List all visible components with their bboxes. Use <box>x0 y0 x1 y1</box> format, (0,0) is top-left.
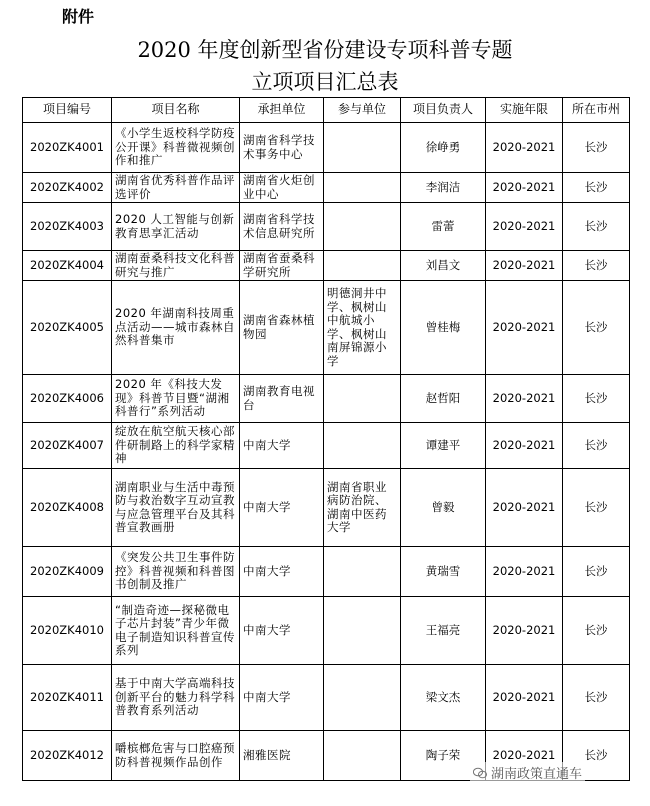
period-cell: 2020-2021 <box>486 731 563 781</box>
period-cell: 2020-2021 <box>486 203 563 251</box>
column-header: 项目负责人 <box>401 98 486 123</box>
partner-unit-cell <box>324 547 401 597</box>
project-name-cell: 湖南蚕桑科技文化科普研究与推广 <box>112 251 240 281</box>
table-row <box>23 281 630 375</box>
project-summary-table <box>22 97 630 781</box>
project-leader-cell: 黄瑞雪 <box>401 547 486 597</box>
project-name-cell: 基于中南大学高端科技创新平台的魅力科学科普教育系列活动 <box>112 665 240 731</box>
project-leader-cell: 曾毅 <box>401 469 486 547</box>
city-cell: 长沙 <box>563 423 630 469</box>
period-cell: 2020-2021 <box>486 423 563 469</box>
lead-unit-cell: 中南大学 <box>240 665 324 731</box>
table-row <box>23 203 630 251</box>
period-cell: 2020-2021 <box>486 281 563 375</box>
project-id-cell: 2020ZK4003 <box>23 203 112 251</box>
column-header: 实施年限 <box>486 98 563 123</box>
project-leader-cell: 刘昌文 <box>401 251 486 281</box>
table-row <box>23 547 630 597</box>
column-header: 项目名称 <box>112 98 240 123</box>
project-name-cell: 绽放在航空航天核心部件研制路上的科学家精神 <box>112 423 240 469</box>
column-header: 所在市州 <box>563 98 630 123</box>
table-row <box>23 423 630 469</box>
period-cell: 2020-2021 <box>486 173 563 203</box>
lead-unit-cell: 湖南省蚕桑科学研究所 <box>240 251 324 281</box>
project-leader-cell: 李润洁 <box>401 173 486 203</box>
city-cell: 长沙 <box>563 281 630 375</box>
partner-unit-cell: 湖南省职业病防治院、湖南中医药大学 <box>324 469 401 547</box>
city-cell: 长沙 <box>563 203 630 251</box>
partner-unit-cell: 明德洞井中学、枫树山中航城小学、枫树山南屏锦源小学 <box>324 281 401 375</box>
lead-unit-cell: 中南大学 <box>240 547 324 597</box>
period-cell: 2020-2021 <box>486 469 563 547</box>
project-leader-cell: 赵哲阳 <box>401 375 486 423</box>
city-cell: 长沙 <box>563 597 630 665</box>
project-id-cell: 2020ZK4011 <box>23 665 112 731</box>
lead-unit-cell: 湖南省科学技术信息研究所 <box>240 203 324 251</box>
page-title-line1: 2020 年度创新型省份建设专项科普专题 <box>137 38 513 62</box>
table-row <box>23 123 630 173</box>
city-cell: 长沙 <box>563 173 630 203</box>
lead-unit-cell: 中南大学 <box>240 469 324 547</box>
project-name-cell: 湖南省优秀科普作品评选评价 <box>112 173 240 203</box>
lead-unit-cell: 湖南省森林植物园 <box>240 281 324 375</box>
project-leader-cell: 梁文杰 <box>401 665 486 731</box>
table-row <box>23 173 630 203</box>
period-cell: 2020-2021 <box>486 375 563 423</box>
project-id-cell: 2020ZK4001 <box>23 123 112 173</box>
project-name-cell: 湖南职业与生活中毒预防与救治数字互动宣教与应急管理平台及其科普宣教画册 <box>112 469 240 547</box>
wechat-icon <box>473 767 487 779</box>
period-cell: 2020-2021 <box>486 251 563 281</box>
project-leader-cell: 曾桂梅 <box>401 281 486 375</box>
city-cell: 长沙 <box>563 375 630 423</box>
city-cell: 长沙 <box>563 731 630 781</box>
page-title-line2: 立项项目汇总表 <box>251 70 399 94</box>
project-name-cell: 2020 人工智能与创新教育思享汇活动 <box>112 203 240 251</box>
table-row <box>23 375 630 423</box>
city-cell: 长沙 <box>563 123 630 173</box>
partner-unit-cell <box>324 597 401 665</box>
period-cell: 2020-2021 <box>486 597 563 665</box>
city-cell: 长沙 <box>563 665 630 731</box>
table-row <box>23 469 630 547</box>
project-id-cell: 2020ZK4008 <box>23 469 112 547</box>
period-cell: 2020-2021 <box>486 665 563 731</box>
table-header-row <box>23 98 630 123</box>
city-cell: 长沙 <box>563 251 630 281</box>
project-id-cell: 2020ZK4006 <box>23 375 112 423</box>
partner-unit-cell <box>324 203 401 251</box>
partner-unit-cell <box>324 251 401 281</box>
project-name-cell: “制造奇迹—探秘微电子芯片封装”青少年微电子制造知识科普宣传系列 <box>112 597 240 665</box>
project-id-cell: 2020ZK4010 <box>23 597 112 665</box>
project-id-cell: 2020ZK4009 <box>23 547 112 597</box>
project-leader-cell: 雷蕾 <box>401 203 486 251</box>
table-row <box>23 597 630 665</box>
column-header: 参与单位 <box>324 98 401 123</box>
project-id-cell: 2020ZK4012 <box>23 731 112 781</box>
column-header: 项目编号 <box>23 98 112 123</box>
column-header: 承担单位 <box>240 98 324 123</box>
partner-unit-cell <box>324 375 401 423</box>
project-name-cell: 《小学生返校科学防疫公开课》科普微视频创作和推广 <box>112 123 240 173</box>
partner-unit-cell <box>324 423 401 469</box>
project-leader-cell: 徐峥勇 <box>401 123 486 173</box>
partner-unit-cell <box>324 173 401 203</box>
partner-unit-cell <box>324 665 401 731</box>
watermark <box>470 762 585 783</box>
project-name-cell: 嚼槟榔危害与口腔癌预防科普视频作品创作 <box>112 731 240 781</box>
project-id-cell: 2020ZK4002 <box>23 173 112 203</box>
attachment-label: 附件 <box>62 7 95 26</box>
project-leader-cell: 陶子荣 <box>401 731 486 781</box>
partner-unit-cell <box>324 731 401 781</box>
watermark-text: 湖南政策直通车 <box>491 767 583 782</box>
table-row <box>23 665 630 731</box>
project-id-cell: 2020ZK4007 <box>23 423 112 469</box>
lead-unit-cell: 湖南省科学技术事务中心 <box>240 123 324 173</box>
project-name-cell: 2020 年《科技大发现》科普节目暨“湖湘科普行”系列活动 <box>112 375 240 423</box>
project-leader-cell: 谭建平 <box>401 423 486 469</box>
project-id-cell: 2020ZK4005 <box>23 281 112 375</box>
period-cell: 2020-2021 <box>486 123 563 173</box>
project-name-cell: 《突发公共卫生事件防控》科普视频和科普图书创制及推广 <box>112 547 240 597</box>
city-cell: 长沙 <box>563 547 630 597</box>
project-name-cell: 2020 年湖南科技周重点活动——城市森林自然科普集市 <box>112 281 240 375</box>
project-id-cell: 2020ZK4004 <box>23 251 112 281</box>
project-leader-cell: 王福亮 <box>401 597 486 665</box>
lead-unit-cell: 中南大学 <box>240 423 324 469</box>
lead-unit-cell: 湖南省火炬创业中心 <box>240 173 324 203</box>
city-cell: 长沙 <box>563 469 630 547</box>
table-row <box>23 251 630 281</box>
lead-unit-cell: 中南大学 <box>240 597 324 665</box>
lead-unit-cell: 湖南教育电视台 <box>240 375 324 423</box>
lead-unit-cell: 湘雅医院 <box>240 731 324 781</box>
period-cell: 2020-2021 <box>486 547 563 597</box>
partner-unit-cell <box>324 123 401 173</box>
